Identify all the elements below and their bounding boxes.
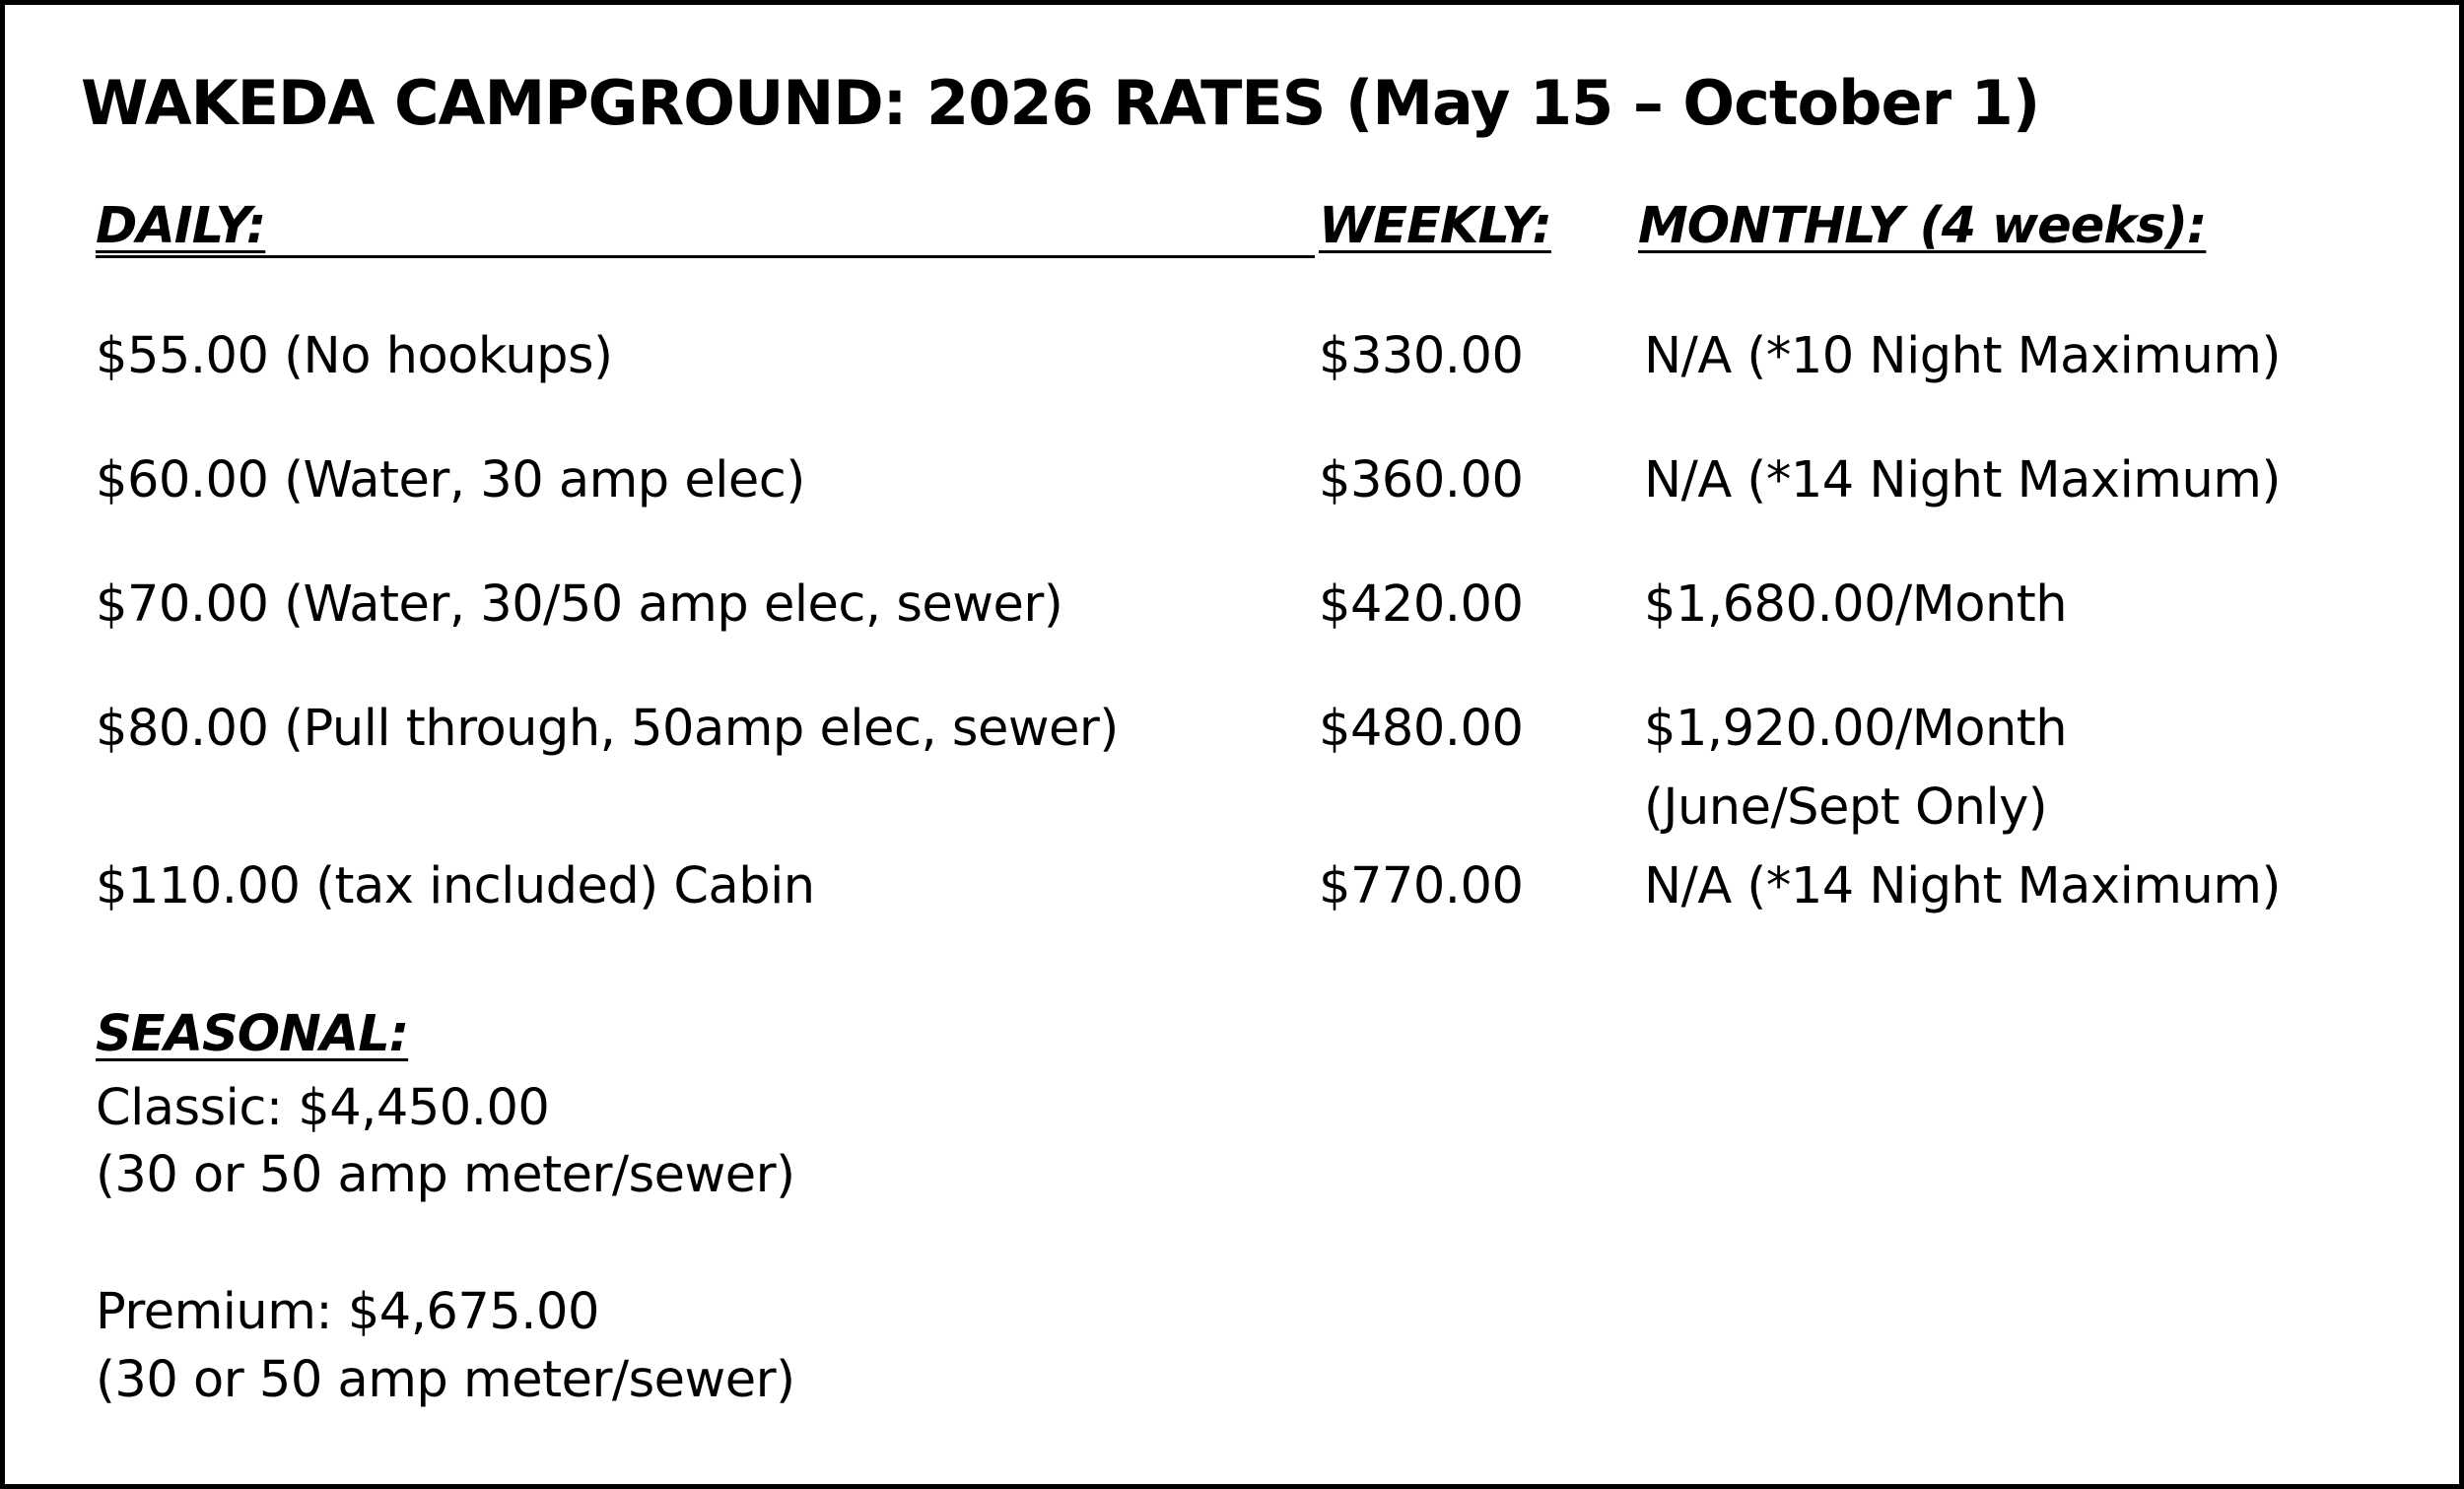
weekly-rate: $770.00 — [1319, 857, 1524, 915]
header-divider — [96, 255, 1315, 258]
rate-row — [5, 446, 2464, 515]
weekly-rate: $420.00 — [1319, 575, 1524, 634]
monthly-rate-note: (June/Sept Only) — [1644, 778, 2048, 837]
weekly-rate: $360.00 — [1319, 451, 1524, 509]
weekly-header: WEEKLY: — [1319, 197, 1551, 255]
monthly-rate: N/A (*14 Night Maximum) — [1644, 451, 2281, 509]
seasonal-premium-detail: (30 or 50 amp meter/sewer) — [96, 1351, 795, 1409]
daily-rate: $110.00 (tax included) Cabin — [96, 857, 815, 915]
rate-row — [5, 571, 2464, 640]
rate-row — [5, 322, 2464, 391]
page-title: WAKEDA CAMPGROUND: 2026 RATES (May 15 – October 1) — [81, 67, 2040, 139]
rate-row — [5, 695, 2464, 764]
monthly-rate: $1,680.00/Month — [1644, 575, 2068, 634]
seasonal-heading: SEASONAL: — [96, 1005, 409, 1063]
daily-rate: $60.00 (Water, 30 amp elec) — [96, 451, 805, 509]
daily-rate: $55.00 (No hookups) — [96, 327, 613, 385]
weekly-rate: $480.00 — [1319, 700, 1524, 758]
seasonal-premium-price: Premium: $4,675.00 — [96, 1283, 599, 1341]
weekly-rate: $330.00 — [1319, 327, 1524, 385]
monthly-rate: $1,920.00/Month — [1644, 700, 2068, 758]
daily-header: DAILY: — [96, 197, 266, 255]
daily-rate: $70.00 (Water, 30/50 amp elec, sewer) — [96, 575, 1063, 634]
monthly-rate: N/A (*10 Night Maximum) — [1644, 327, 2281, 385]
seasonal-classic-price: Classic: $4,450.00 — [96, 1079, 550, 1137]
rate-row — [5, 852, 2464, 921]
monthly-rate: N/A (*14 Night Maximum) — [1644, 857, 2281, 915]
monthly-header: MONTHLY (4 weeks): — [1638, 197, 2207, 255]
daily-rate: $80.00 (Pull through, 50amp elec, sewer) — [96, 700, 1119, 758]
seasonal-classic-detail: (30 or 50 amp meter/sewer) — [96, 1146, 795, 1204]
